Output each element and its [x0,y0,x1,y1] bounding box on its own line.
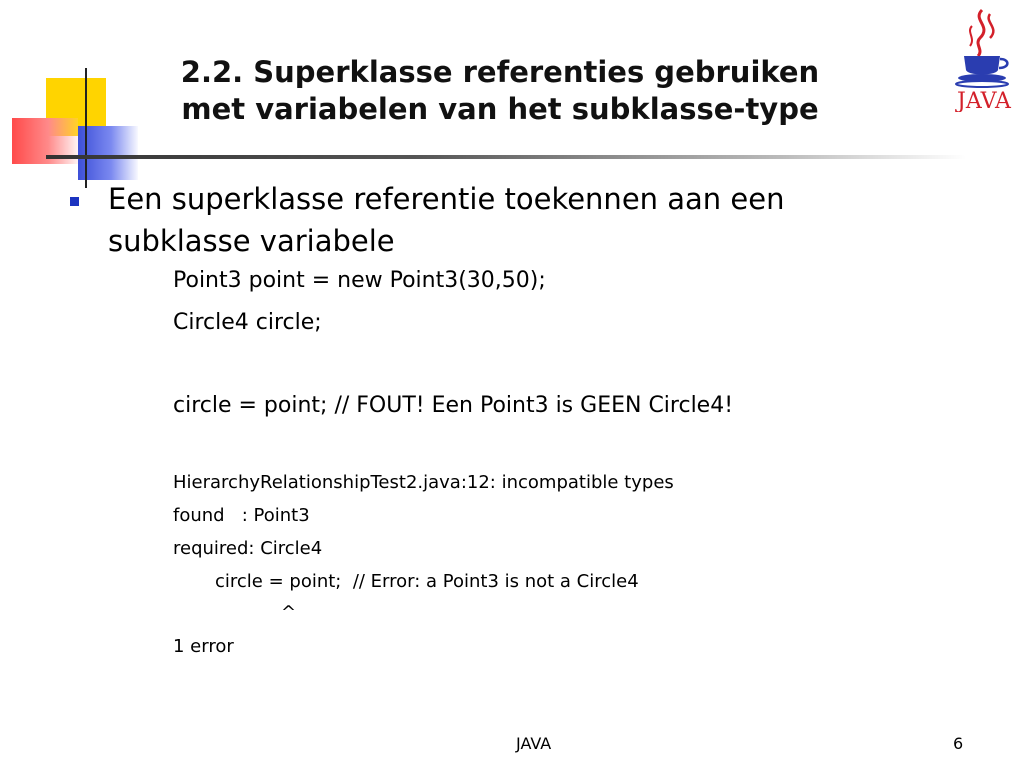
code-line: Circle4 circle; [173,310,322,335]
decor-vertical-line [85,68,87,188]
compiler-output-line: found : Point3 [173,505,310,526]
code-line: Point3 point = new Point3(30,50); [173,268,546,293]
page-number: 6 [953,734,964,753]
compiler-output-line: required: Circle4 [173,538,323,559]
decor-blue-square [78,126,138,180]
bullet-text: Een superklasse referentie toekennen aan een subklasse variabele [108,182,785,258]
title-underline [46,155,966,159]
footer-label: JAVA [516,734,552,753]
compiler-output-line: HierarchyRelationshipTest2.java:12: incompatible types [173,472,674,493]
compiler-output-caret: ^ [281,602,297,623]
logo-text: JAVA [957,89,1011,112]
bullet-marker [70,197,79,206]
java-logo [944,4,1024,112]
compiler-output-line: circle = point; // Error: a Point3 is not a Circle4 [215,571,639,592]
code-line: circle = point; // FOUT! Een Point3 is GEEN Circle4! [173,393,734,418]
java-coffee-cup-icon [944,4,1024,112]
slide-title: 2.2. Superklasse referenties gebruiken met variabelen van het subklasse-type [180,55,820,126]
compiler-output-line: 1 error [173,636,234,657]
